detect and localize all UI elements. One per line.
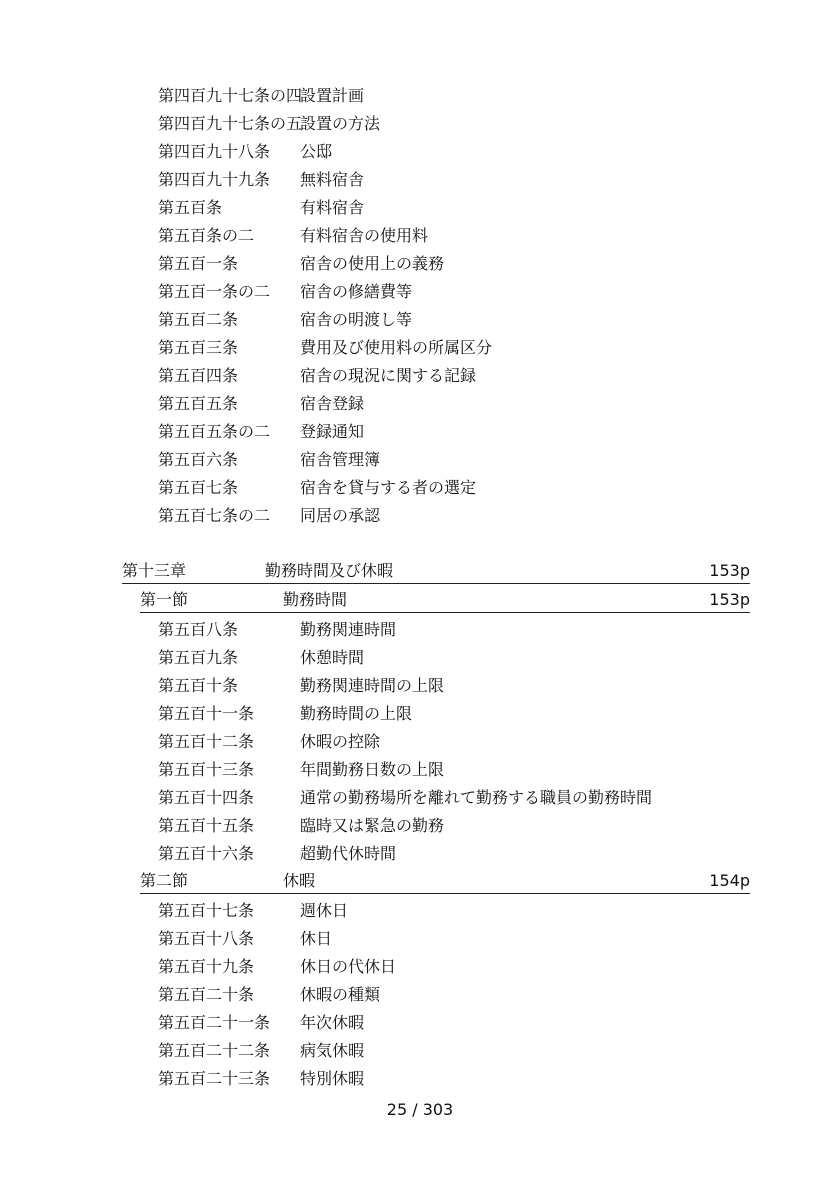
- article-title: 勤務関連時間: [300, 620, 397, 639]
- article-number: 第五百十九条: [158, 957, 255, 976]
- toc-article-row[interactable]: [0, 981, 840, 1009]
- section-page-ref: 154p: [709, 871, 750, 890]
- article-number: 第五百二十一条: [158, 1013, 271, 1032]
- toc-article-row[interactable]: [0, 784, 840, 812]
- toc-article-row[interactable]: [0, 390, 840, 418]
- toc-article-row[interactable]: [0, 1065, 840, 1093]
- article-number: 第五百八条: [158, 620, 239, 639]
- toc-article-row[interactable]: [0, 644, 840, 672]
- toc-article-row[interactable]: [0, 728, 840, 756]
- article-title: 週休日: [300, 901, 349, 920]
- toc-article-row[interactable]: [0, 616, 840, 644]
- toc-article-row[interactable]: [0, 812, 840, 840]
- article-title: 宿舎登録: [300, 394, 365, 413]
- article-list-part1: [0, 82, 840, 530]
- chapter-title: 勤務時間及び休暇: [265, 561, 394, 580]
- page-number: 25 / 303: [386, 1100, 454, 1119]
- article-number: 第五百一条の二: [158, 282, 271, 301]
- spacer: [0, 530, 840, 558]
- article-title: 宿舎の修繕費等: [300, 282, 413, 301]
- toc-article-row[interactable]: [0, 250, 840, 278]
- toc-article-row[interactable]: [0, 362, 840, 390]
- article-number: 第五百二十三条: [158, 1069, 271, 1088]
- toc-article-row[interactable]: [0, 82, 840, 110]
- article-title: 年次休暇: [300, 1013, 365, 1032]
- article-title: 費用及び使用料の所属区分: [300, 338, 493, 357]
- article-title: 休暇の控除: [300, 732, 381, 751]
- article-title: 設置計画: [300, 86, 365, 105]
- article-title: 宿舎を貸与する者の選定: [300, 478, 477, 497]
- article-number: 第五百六条: [158, 450, 239, 469]
- toc-article-row[interactable]: [0, 446, 840, 474]
- article-number: 第五百十八条: [158, 929, 255, 948]
- article-number: 第五百十六条: [158, 844, 255, 863]
- toc-article-row[interactable]: [0, 953, 840, 981]
- toc-article-row[interactable]: [0, 756, 840, 784]
- section-number: 第一節: [140, 590, 189, 609]
- article-number: 第四百九十九条: [158, 170, 271, 189]
- toc-article-row[interactable]: [0, 110, 840, 138]
- article-number: 第五百五条の二: [158, 422, 271, 441]
- article-title: 同居の承認: [300, 506, 381, 525]
- chapter-heading[interactable]: [122, 558, 750, 584]
- article-title: 特別休暇: [300, 1069, 365, 1088]
- article-number: 第五百条: [158, 198, 223, 217]
- article-title: 休憩時間: [300, 648, 365, 667]
- toc-article-row[interactable]: [0, 1009, 840, 1037]
- article-title: 宿舎の使用上の義務: [300, 254, 445, 273]
- toc-article-row[interactable]: [0, 334, 840, 362]
- article-title: 宿舎の明渡し等: [300, 310, 413, 329]
- article-number: 第四百九十七条の四: [158, 86, 303, 105]
- article-number: 第五百二十二条: [158, 1041, 271, 1060]
- toc-article-row[interactable]: [0, 502, 840, 530]
- article-number: 第五百十七条: [158, 901, 255, 920]
- article-number: 第五百十三条: [158, 760, 255, 779]
- toc-article-row[interactable]: [0, 194, 840, 222]
- article-number: 第五百十条: [158, 676, 239, 695]
- toc-article-row[interactable]: [0, 138, 840, 166]
- toc-article-row[interactable]: [0, 306, 840, 334]
- toc-article-row[interactable]: [0, 925, 840, 953]
- section-page-ref: 153p: [709, 590, 750, 609]
- article-number: 第五百四条: [158, 366, 239, 385]
- chapter-number: 第十三章: [122, 561, 187, 580]
- article-number: 第五百十一条: [158, 704, 255, 723]
- article-number: 第五百五条: [158, 394, 239, 413]
- article-list-section2: [0, 897, 840, 1093]
- article-title: 宿舎管理簿: [300, 450, 381, 469]
- article-title: 宿舎の現況に関する記録: [300, 366, 477, 385]
- article-title: 休日の代休日: [300, 957, 397, 976]
- article-title: 病気休暇: [300, 1041, 365, 1060]
- toc-article-row[interactable]: [0, 700, 840, 728]
- section-title: 休暇: [283, 871, 316, 890]
- article-title: 設置の方法: [300, 114, 381, 133]
- article-number: 第五百二条: [158, 310, 239, 329]
- article-number: 第五百七条の二: [158, 506, 271, 525]
- article-number: 第五百一条: [158, 254, 239, 273]
- article-title: 有料宿舎の使用料: [300, 226, 429, 245]
- article-list-section1: [0, 616, 840, 868]
- article-number: 第四百九十七条の五: [158, 114, 303, 133]
- article-number: 第五百九条: [158, 648, 239, 667]
- table-of-contents: [0, 82, 840, 1093]
- article-title: 勤務時間の上限: [300, 704, 413, 723]
- article-title: 休暇の種類: [300, 985, 381, 1004]
- toc-article-row[interactable]: [0, 897, 840, 925]
- toc-article-row[interactable]: [0, 166, 840, 194]
- section-title: 勤務時間: [283, 590, 348, 609]
- article-title: 有料宿舎: [300, 198, 365, 217]
- toc-article-row[interactable]: [0, 1037, 840, 1065]
- article-title: 公邸: [300, 142, 333, 161]
- section-heading[interactable]: [140, 868, 750, 894]
- article-title: 通常の勤務場所を離れて勤務する職員の勤務時間: [300, 788, 653, 807]
- article-number: 第五百十四条: [158, 788, 255, 807]
- article-number: 第五百十五条: [158, 816, 255, 835]
- chapter-page-ref: 153p: [709, 561, 750, 580]
- article-number: 第五百三条: [158, 338, 239, 357]
- toc-article-row[interactable]: [0, 418, 840, 446]
- article-title: 臨時又は緊急の勤務: [300, 816, 445, 835]
- article-title: 超勤代休時間: [300, 844, 397, 863]
- toc-article-row[interactable]: [0, 474, 840, 502]
- article-title: 年間勤務日数の上限: [300, 760, 445, 779]
- toc-article-row[interactable]: [0, 278, 840, 306]
- toc-article-row[interactable]: [0, 672, 840, 700]
- article-title: 休日: [300, 929, 333, 948]
- article-title: 無料宿舎: [300, 170, 365, 189]
- article-title: 登録通知: [300, 422, 365, 441]
- article-number: 第四百九十八条: [158, 142, 271, 161]
- article-title: 勤務関連時間の上限: [300, 676, 445, 695]
- toc-article-row[interactable]: [0, 840, 840, 868]
- section-heading[interactable]: [140, 587, 750, 613]
- article-number: 第五百条の二: [158, 226, 255, 245]
- section-number: 第二節: [140, 871, 189, 890]
- article-number: 第五百十二条: [158, 732, 255, 751]
- toc-article-row[interactable]: [0, 222, 840, 250]
- article-number: 第五百七条: [158, 478, 239, 497]
- article-number: 第五百二十条: [158, 985, 255, 1004]
